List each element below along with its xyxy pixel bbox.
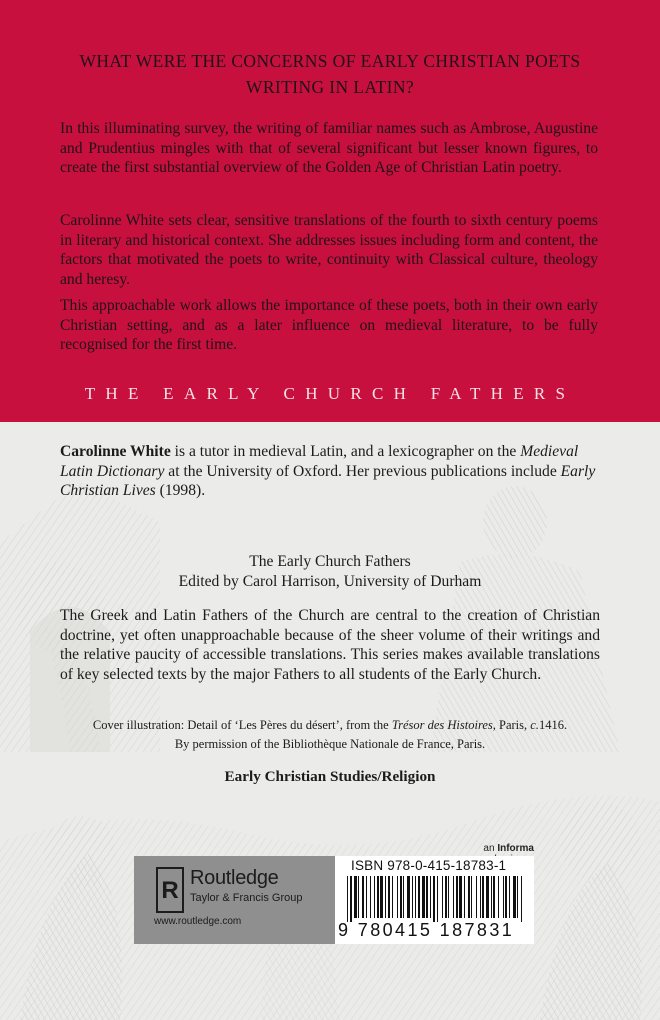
headline: WHAT WERE THE CONCERNS OF EARLY CHRISTIAN POETS WRITING IN LATIN?	[79, 51, 581, 97]
bio-dictionary-title: Medieval Latin Dictionary	[60, 443, 579, 480]
blurb-paragraph-3: This approachable work allows the importance of these poets, both in their own early Christian setting, and as a later influence on medieval literature, to be fully recognised for the first time.	[60, 297, 598, 353]
barcode-bar	[482, 876, 484, 918]
publisher-url: www.routledge.com	[154, 916, 242, 927]
publisher-group: Taylor & Francis Group	[190, 892, 303, 904]
author-name: Carolinne White	[60, 443, 171, 460]
barcode-bar	[476, 876, 477, 918]
barcode-bar	[412, 876, 413, 918]
barcode-bar	[347, 876, 348, 922]
barcode-bar	[442, 876, 443, 918]
bio-text-1: is a tutor in medieval Latin, and a lexicographer on the	[170, 443, 521, 460]
blurb-paragraph-2: Carolinne White sets clear, sensitive translations of the fourth to sixth century poems in literary and historical context. She addresses issues including form and content, the factors that motivated the poets to write, continuity with Classical culture, theology and heresy.	[60, 212, 598, 288]
informa-tag-prefix: an	[483, 843, 498, 854]
ean-digits: 9 780415 187831	[338, 920, 515, 940]
routledge-logo-glyph: R	[161, 877, 179, 904]
blurb-panel	[0, 0, 660, 422]
blurb-paragraph-1: In this illuminating survey, the writing of familiar names such as Ambrose, Augustine and Prudentius mingles with that of several significant but lesser known figures, to create the first substantial overview of the Golden Age of Christian Latin poetry.	[60, 120, 598, 176]
barcode-bar	[388, 876, 390, 918]
barcode-bar	[471, 876, 472, 918]
barcode-bar	[521, 876, 522, 922]
barcode-bar	[354, 876, 357, 918]
bio-book-title: Early Christian Lives	[60, 462, 596, 499]
cover-credit	[60, 716, 600, 754]
author-bio	[60, 442, 600, 501]
series-band: THE EARLY CHURCH FATHERS	[84, 384, 576, 403]
barcode-bar	[448, 876, 449, 918]
cover-credit-circa: c.	[530, 718, 539, 732]
cover-credit-line-2: By permission of the Bibliothèque Nationale de France, Paris.	[174, 737, 486, 751]
cover-credit-text-3: 1416.	[538, 718, 568, 732]
barcode-bar	[374, 876, 375, 918]
barcode-bar	[392, 876, 393, 918]
barcode-bar	[407, 876, 410, 918]
cover-credit-line-1	[60, 716, 600, 735]
barcode-bar	[433, 876, 435, 922]
barcode-bar	[397, 876, 398, 918]
barcode-bar	[418, 876, 420, 918]
isbn-label: ISBN 978-0-415-18783-1	[351, 858, 507, 873]
barcode-bar	[350, 876, 352, 922]
barcode-bar	[517, 876, 518, 918]
barcode-bar	[456, 876, 458, 918]
barcode-bar	[362, 876, 364, 918]
barcode-bar	[358, 876, 359, 918]
bio-text-3: (1998).	[155, 482, 206, 499]
barcode-bar	[491, 876, 492, 918]
bio-text-2: at the University of Oxford. Her previous publications include	[164, 462, 561, 480]
series-info	[60, 552, 600, 591]
barcode-bar	[400, 876, 402, 918]
series-title: The Early Church Fathers	[249, 553, 411, 570]
routledge-logo-icon	[156, 867, 184, 913]
cover-credit-work: Trésor des Histoires	[391, 718, 493, 732]
series-editor: Edited by Carol Harrison, University of Durham	[178, 572, 482, 590]
publisher-name: Routledge	[190, 867, 279, 889]
barcode-bars	[347, 876, 523, 922]
barcode-bar	[377, 876, 379, 918]
barcode-bar	[426, 876, 428, 918]
barcode-bar	[509, 876, 510, 918]
barcode-bar	[430, 876, 431, 918]
subject-category: Early Christian Studies/Religion	[224, 768, 436, 785]
barcode-bar	[468, 876, 470, 918]
barcode-bar	[370, 876, 371, 918]
barcode-bar	[445, 876, 447, 918]
barcode-bar	[415, 876, 416, 918]
cover-credit-text-2: , Paris,	[492, 718, 531, 732]
barcode-bar	[486, 876, 489, 918]
barcode-bar	[459, 876, 462, 918]
barcode-bar	[480, 876, 481, 918]
barcode-bar	[464, 876, 465, 918]
barcode-bar	[422, 876, 425, 918]
barcode-bar	[453, 876, 454, 918]
barcode-bar	[437, 876, 438, 922]
barcode-panel	[335, 856, 534, 944]
barcode-bar	[505, 876, 507, 918]
barcode-bar	[403, 876, 404, 918]
series-description: The Greek and Latin Fathers of the Church are central to the creation of Christian doctrine, yet often unapproachable because of the sheer volume of their writings and the relative paucity of accessible translations. This series makes available translations of key selected texts by the major Fathers to all students of the Early Church.	[60, 607, 600, 683]
barcode-bar	[385, 876, 386, 918]
barcode-bar	[503, 876, 504, 918]
barcode-bar	[498, 876, 499, 918]
barcode-bar	[493, 876, 495, 918]
barcode-bar	[366, 876, 367, 918]
informa-brand: Informa	[497, 843, 534, 854]
barcode-bar	[513, 876, 516, 918]
barcode-bar	[380, 876, 383, 918]
cover-credit-text-1: Cover illustration: Detail of ‘Les Pères du désert’, from the	[92, 718, 392, 732]
